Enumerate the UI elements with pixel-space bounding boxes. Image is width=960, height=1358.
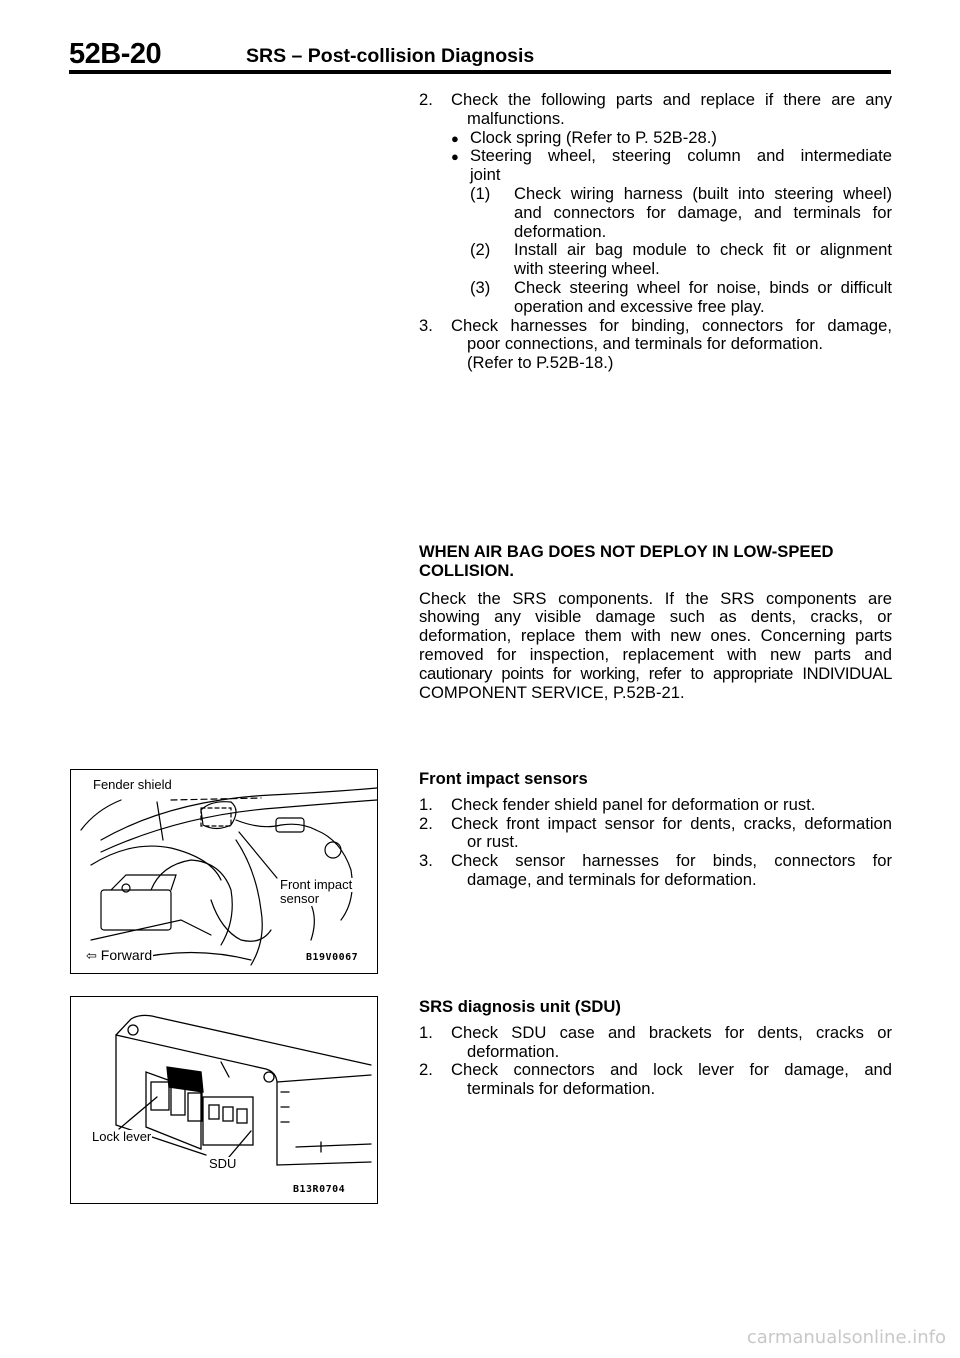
list-item (419, 815, 892, 853)
item-text-line: (Refer to P.52B-18.) (467, 353, 614, 373)
body-line: showing any visible damage such as dents, cracks, or (419, 607, 892, 627)
body-line: Check the SRS components. If the SRS components are (419, 588, 892, 608)
list-item (419, 852, 892, 890)
item-text-line: malfunctions. (467, 108, 565, 128)
item-text-line: Check connectors and lock lever for damage, and (451, 1060, 892, 1080)
sub-item-line: deformation. (514, 221, 607, 241)
front-impact-sensor-label: sensor (280, 891, 320, 906)
lock-lever-label: Lock lever (92, 1129, 152, 1144)
item-text-line: Check fender shield panel for deformation or rust. (451, 794, 816, 814)
section-heading: WHEN AIR BAG DOES NOT DEPLOY IN LOW-SPEED (419, 542, 834, 561)
section-heading: COLLISION. (419, 560, 514, 580)
bullet-icon: ● (451, 130, 459, 146)
bullet-text: Clock spring (Refer to P. 52B-28.) (470, 127, 717, 147)
sub-item-line: Install air bag module to check fit or alignment (514, 240, 892, 260)
forward-direction (85, 948, 153, 963)
list-item (419, 91, 892, 129)
item-text-line: Check front impact sensor for dents, cracks, deformation (451, 813, 892, 833)
item-text-line: deformation. (467, 1041, 560, 1061)
list-item (419, 796, 892, 815)
item-text-line: damage, and terminals for deformation. (467, 869, 757, 889)
sdu-label: SDU (209, 1156, 237, 1171)
item-number: 3. (419, 315, 433, 335)
bullet-icon: ● (451, 149, 459, 165)
item-number: 1. (419, 1022, 433, 1042)
forward-label: Forward (100, 947, 153, 963)
watermark-text: carmanualsonline.info (746, 1327, 946, 1348)
check-list-top (419, 91, 892, 373)
list-item (419, 1024, 892, 1062)
sub-item (419, 279, 892, 317)
front-impact-sensor-label: Front impact (280, 877, 353, 892)
item-text-line: Check sensor harnesses for binds, connectors for (451, 851, 892, 871)
sub-item (419, 185, 892, 241)
sub-item-number: (3) (470, 277, 491, 297)
body-line: deformation, replace them with new ones. Concerning parts (419, 626, 892, 646)
sub-item-line: Check wiring harness (built into steering wheel) (514, 183, 892, 203)
item-text-line: terminals for deformation. (467, 1079, 656, 1099)
sub-item-line: Check steering wheel for noise, binds or difficult (514, 277, 892, 297)
item-number: 2. (419, 813, 433, 833)
section-heading: SRS diagnosis unit (SDU) (419, 997, 621, 1016)
body-line: COMPONENT SERVICE, P.52B-21. (419, 682, 685, 702)
list-item (419, 1061, 892, 1099)
page-title: SRS – Post-collision Diagnosis (246, 45, 535, 67)
sub-item-line: and connectors for damage, and terminals for (514, 202, 892, 222)
bullet-text: Steering wheel, steering column and intermediate (470, 146, 892, 166)
sub-item-line: with steering wheel. (514, 259, 660, 279)
page-number: 52B-20 (69, 38, 162, 70)
sub-item-line: operation and excessive free play. (514, 296, 765, 316)
front-sensor-illustration (71, 770, 378, 974)
item-text-line: poor connections, and terminals for deformation. (467, 334, 824, 354)
front-sensor-figure (70, 769, 378, 974)
body-line: removed for inspection, replacement with new parts and (419, 644, 892, 664)
bullet-item (419, 129, 892, 148)
figure-code: B19V0067 (306, 952, 359, 963)
sub-item-number: (1) (470, 183, 491, 203)
body-line: cautionary points for working, refer to appropriate INDIVIDUAL (419, 663, 892, 683)
figure-code: B13R0704 (293, 1184, 346, 1195)
list-item (419, 317, 892, 373)
low-speed-section (419, 543, 892, 702)
header-rule (69, 70, 891, 74)
arrow-left-icon: ⇦ (86, 948, 97, 963)
item-number: 3. (419, 851, 433, 871)
item-number: 2. (419, 90, 433, 109)
sub-item (419, 241, 892, 279)
fender-shield-label: Fender shield (93, 777, 172, 792)
sub-item-number: (2) (470, 240, 491, 260)
item-number: 1. (419, 794, 433, 814)
item-number: 2. (419, 1060, 433, 1080)
bullet-item (419, 147, 892, 185)
item-text-line: or rust. (467, 832, 519, 852)
sdu-section (419, 998, 892, 1099)
item-text-line: Check SDU case and brackets for dents, cracks or (451, 1022, 892, 1042)
item-text-line: Check harnesses for binding, connectors for damage, (451, 315, 892, 335)
sdu-figure (70, 996, 378, 1204)
item-text-line: Check the following parts and replace if there are any (451, 90, 892, 109)
section-heading: Front impact sensors (419, 769, 588, 788)
front-sensors-section (419, 770, 892, 890)
sdu-illustration (71, 997, 378, 1204)
bullet-text: joint (470, 165, 501, 185)
